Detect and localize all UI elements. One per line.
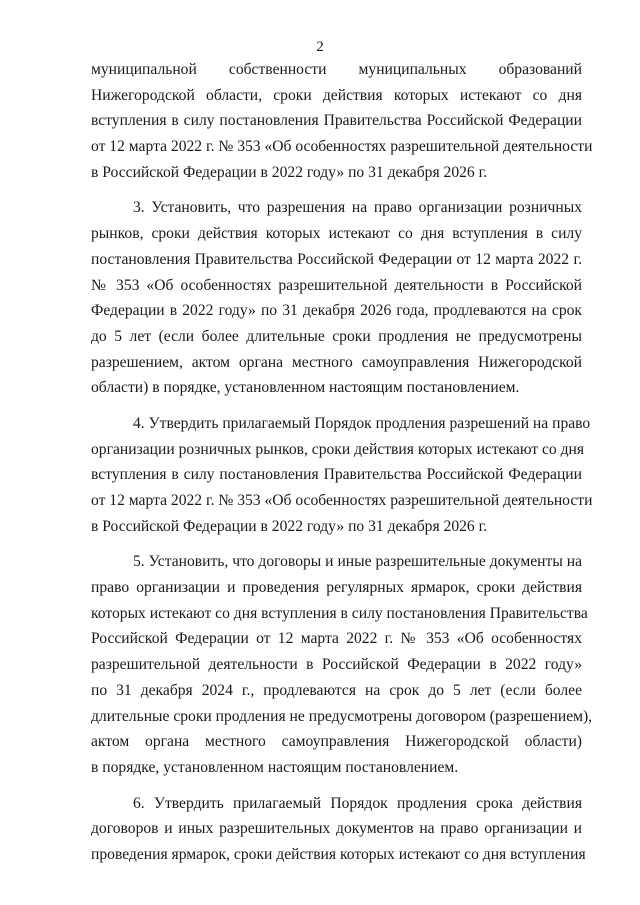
text-line: договоров и иных разрешительных документов на право организации и (91, 820, 582, 838)
text-line: в порядке, установленном настоящим постановлением. (91, 758, 459, 776)
paragraph-continuation (91, 57, 593, 185)
text-line: разрешительной деятельности в Российской Федерации в 2022 году» (91, 656, 582, 674)
text-line: Российской Федерации от 12 марта 2022 г. № 353 «Об особенностях (91, 630, 582, 648)
text-line: Федерации в 2022 году» по 31 декабря 2026 года, продлеваются на срок (91, 302, 582, 320)
text-line: право организации и проведения регулярных ярмарок, сроки действия (91, 579, 582, 597)
text-line: в Российской Федерации в 2022 году» по 31 декабря 2026 г. (91, 163, 488, 181)
text-line: области) в порядке, установленном настоящим постановлением. (91, 379, 520, 397)
text-line: 4. Утвердить прилагаемый Порядок продления разрешений на право (133, 414, 591, 432)
text-line: постановления Правительства Российской Федерации от 12 марта 2022 г. (91, 250, 582, 268)
paragraph-item-4 (91, 411, 593, 539)
text-line: по 31 декабря 2024 г., продлеваются на срок до 5 лет (если более (91, 681, 582, 699)
paragraph-item-3 (91, 195, 582, 401)
text-line: 5. Установить, что договоры и иные разрешительные документы на (133, 553, 582, 571)
text-line: в Российской Федерации в 2022 году» по 31 декабря 2026 г. (91, 517, 488, 535)
text-line: Нижегородской области, сроки действия которых истекают со дня (91, 86, 582, 104)
text-line: организации розничных рынков, сроки действия которых истекают со дня (91, 440, 585, 458)
text-line: 3. Установить, что разрешения на право организации розничных (133, 199, 582, 217)
text-line: муниципальной собственности муниципальных образований (91, 61, 582, 78)
document-body (91, 57, 593, 868)
text-line: от 12 марта 2022 г. № 353 «Об особенностях разрешительной деятельности (91, 492, 593, 509)
text-line: длительные сроки продления не предусмотрены договором (разрешением), (91, 707, 593, 725)
text-line: вступления в силу постановления Правительства Российской Федерации (91, 112, 582, 130)
paragraph-item-6 (91, 791, 586, 868)
page-number: 2 (316, 39, 324, 55)
text-line: рынков, сроки действия которых истекают со дня вступления в силу (91, 225, 582, 243)
text-line: которых истекают со дня вступления в силу постановления Правительства (91, 604, 588, 622)
text-line: актом органа местного самоуправления Нижегородской области) (91, 733, 582, 751)
text-line: проведения ярмарок, сроки действия которых истекают со дня вступления (91, 845, 586, 863)
text-line: 6. Утвердить прилагаемый Порядок продления срока действия (133, 794, 582, 812)
text-line: до 5 лет (если более длительные сроки продления не предусмотрены (91, 327, 582, 345)
text-line: разрешением, актом органа местного самоуправления Нижегородской (91, 353, 582, 371)
paragraph-item-5 (91, 549, 593, 780)
text-line: № 353 «Об особенностях разрешительной деятельности в Российской (91, 276, 582, 294)
text-line: вступления в силу постановления Правительства Российской Федерации (91, 466, 582, 484)
text-line: от 12 марта 2022 г. № 353 «Об особенностях разрешительной деятельности (91, 138, 593, 156)
